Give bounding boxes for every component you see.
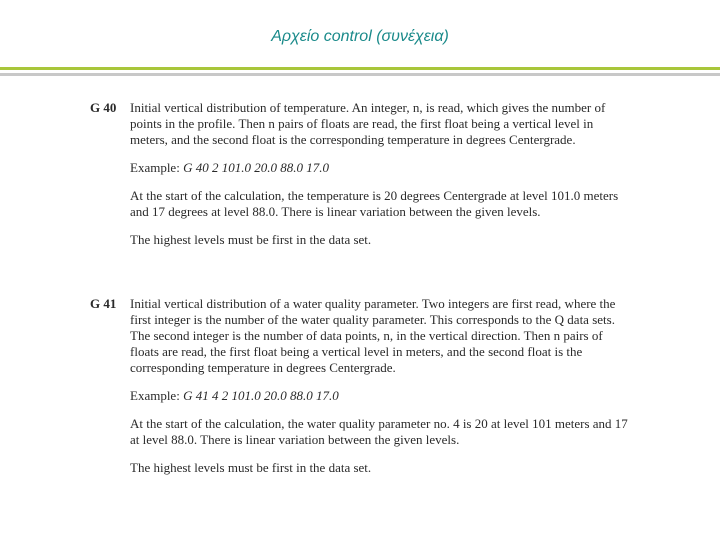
g40-section xyxy=(90,100,630,274)
g41-note: The highest levels must be first in the data set. xyxy=(130,460,372,475)
g41-example xyxy=(130,388,630,404)
g40-description: Initial vertical distribution of temperature. An integer, n, is read, which gives the number of points in the profile. Then n pairs of floats are read, the first float being a vertical level in meters, and the second float is the corresponding temperature in degrees Centergrade. xyxy=(130,100,606,147)
g41-content xyxy=(130,296,630,476)
header-rule-gray xyxy=(0,73,720,76)
g40-example-label: Example: xyxy=(130,160,180,175)
g40-explanation: At the start of the calculation, the temperature is 20 degrees Centergrade at level 101.0 meters and 17 degrees at level 88.0. There is linear variation between the given levels. xyxy=(130,188,619,219)
g41-code: G 41 xyxy=(90,296,117,311)
g41-example-value: G 41 4 2 101.0 20.0 88.0 17.0 xyxy=(183,388,339,403)
g40-content xyxy=(130,100,630,248)
g40-note: The highest levels must be first in the data set. xyxy=(130,232,372,247)
g40-example-value: G 40 2 101.0 20.0 88.0 17.0 xyxy=(183,160,329,175)
g41-explanation: At the start of the calculation, the water quality parameter no. 4 is 20 at level 101 meters and 17 at level 88.0. There is linear variation between the given levels. xyxy=(130,416,628,447)
slide-title: Αρχείο control (συνέχεια) xyxy=(271,28,449,45)
g41-example-label: Example: xyxy=(130,388,180,403)
g41-description: Initial vertical distribution of a water quality parameter. Two integers are first read, where the first integer is the number of the water quality parameter. This corresponds to the Q data sets. The second integer is the number of data points, n, in the vertical direction. Then n pairs of floats are read, the first float being a vertical level in meters, and the second float is the corresponding temperature in degrees Centergrade. xyxy=(130,296,616,375)
g40-example xyxy=(130,160,630,176)
g41-section xyxy=(90,296,630,488)
header-rule-green xyxy=(0,67,720,70)
g40-code: G 40 xyxy=(90,100,117,115)
